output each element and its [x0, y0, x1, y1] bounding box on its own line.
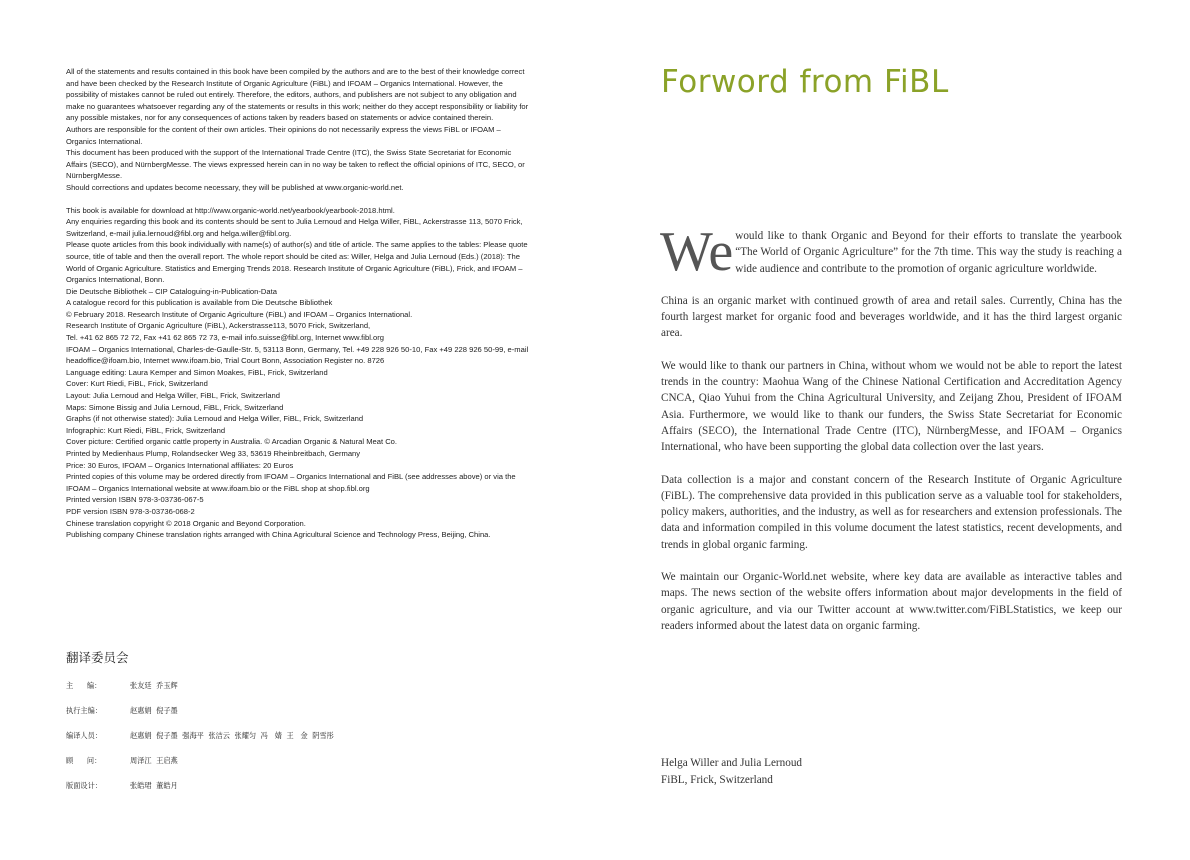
committee-role: 编译人员： [66, 731, 102, 740]
foreword-body [660, 221, 1122, 650]
committee-role: 主 编： [66, 681, 102, 690]
page-title: Forword from FiBL [661, 64, 949, 100]
foreword-paragraph [660, 221, 1122, 283]
committee-role: 执行主编： [66, 706, 102, 715]
imprint-line: Printed version ISBN 978-3-03736-067-5 [66, 495, 204, 505]
imprint-line: Chinese translation copyright © 2018 Organic and Beyond Corporation. [66, 518, 306, 528]
imprint-line: Infographic: Kurt Riedi, FiBL, Frick, Switzerland [66, 425, 226, 435]
committee-row [66, 730, 531, 755]
imprint-line: Any enquiries regarding this book and its contents should be sent to Julia Lernoud and Helga Willer, FiBL, Ackerstrasse 113, 5070 Frick, Switzerland, e-mail julia.lernoud@fibl.org and helga.willer@fibl.org. [66, 217, 523, 238]
imprint-line: © February 2018. Research Institute of Organic Agriculture (FiBL) and IFOAM – Organics International. [66, 309, 413, 319]
imprint-line: Language editing: Laura Kemper and Simon Moakes, FiBL, Frick, Switzerland [66, 367, 328, 377]
disclaimer-paragraph: Should corrections and updates become necessary, they will be published at www.organic-world.net. [66, 182, 404, 192]
imprint-line: This book is available for download at http://www.organic-world.net/yearbook/yearbook-2018.html. [66, 205, 395, 215]
committee-names: 张友廷 乔玉辉 [130, 681, 178, 690]
disclaimer-block [66, 66, 531, 194]
imprint-line: Layout: Julia Lernoud and Helga Willer, FiBL, Frick, Switzerland [66, 391, 280, 401]
disclaimer-paragraph: Authors are responsible for the content of their own articles. Their opinions do not necessarily express the views FiBL or IFOAM – Organics International. [66, 124, 501, 146]
committee-names: 赵惠娟 倪子墨 强海平 张洁云 张耀匀 冯 婧 王 金 阴雪彤 [130, 731, 334, 740]
committee-role: 版面设计： [66, 781, 102, 790]
signature-names: Helga Willer and Julia Lernoud [661, 757, 803, 769]
committee-row [66, 755, 531, 780]
foreword-paragraph: We maintain our Organic-World.net website, where key data are available as interactive tables and maps. The news section of the website offers information about major developments in the field of organic agriculture, and via our Twitter account at www.twitter.com/FiBLStatistics, we keep our readers informed about the latest data on organic farming. [661, 571, 1122, 632]
committee-row [66, 680, 531, 705]
imprint-page [66, 66, 531, 541]
imprint-line: Publishing company Chinese translation rights arranged with China Agricultural Science and Technology Press, Beijing, China. [66, 530, 491, 540]
imprint-line: Cover picture: Certified organic cattle property in Australia. © Arcadian Organic & Natural Meat Co. [66, 437, 398, 447]
imprint-line: Research Institute of Organic Agriculture (FiBL), Ackerstrasse113, 5070 Frick, Switzerland, [66, 321, 371, 331]
imprint-line: A catalogue record for this publication is available from Die Deutsche Bibliothek [66, 298, 333, 308]
imprint-line: PDF version ISBN 978-3-03736-068-2 [66, 506, 195, 516]
imprint-line: Maps: Simone Bissig and Julia Lernoud, FiBL, Frick, Switzerland [66, 402, 284, 412]
imprint-line: Tel. +41 62 865 72 72, Fax +41 62 865 72 73, e-mail info.suisse@fibl.org, Internet www.fibl.org [66, 333, 384, 343]
committee-title: 翻译委员会 [66, 650, 129, 665]
translation-committee [66, 648, 531, 805]
imprint-line: Die Deutsche Bibliothek – CIP Cataloguing-in-Publication-Data [66, 286, 277, 296]
imprint-line: Cover: Kurt Riedi, FiBL, Frick, Switzerland [66, 379, 208, 389]
committee-names: 周泽江 王启燕 [130, 756, 178, 765]
drop-cap: We [660, 221, 734, 283]
imprint-line: Graphs (if not otherwise stated): Julia Lernoud and Helga Willer, FiBL, Frick, Switzerland [66, 414, 364, 424]
imprint-line: IFOAM – Organics International, Charles-de-Gaulle-Str. 5, 53113 Bonn, Germany, Tel. +49 228 926 50-10, Fax +49 228 926 50-99, e-mail headoffice@ifoam.bio, Internet www.ifoam.bio, Trial Court Bonn, Association Register no. 8726 [66, 344, 529, 366]
imprint-block [66, 205, 531, 541]
disclaimer-paragraph: This document has been produced with the support of the International Trade Centre (ITC), the Swiss State Secretariat for Economic Affairs (SECO), and NürnbergMesse. The views expressed herein can in no way be taken to reflect the official opinions of ITC, SECO, or NürnbergMesse. [66, 148, 525, 181]
foreword-paragraph: We would like to thank our partners in China, without whom we would not be able to report the latest trends in the country: Maohua Wang of the Chinese National Certification and Accreditation Agency CNCA, Qiao Yuhui from the China Agricultural University, and Zeijang Zhou, President of IFOAM Asia. Furthermore, we would like to thank our funders, the Swiss State Secretariat for Economic Affairs (SECO), the International Trade Centre (ITC), NürnbergMesse, and IFOAM – Organics International, who have been supporting the global data collection over the last years. [661, 359, 1122, 454]
foreword-paragraph: Data collection is a major and constant concern of the Research Institute of Organic Agriculture (FiBL). The comprehensive data provided in this publication serve as a valuable tool for stakeholders, policy makers, authorities, and the industry, as well as for researchers and extension professionals. The data and information compiled in this volume document the latest statistics, recent developments, and trends in global organic farming. [661, 473, 1122, 551]
committee-names: 赵惠娟 倪子墨 [130, 706, 178, 715]
signature-place: FiBL, Frick, Switzerland [661, 774, 773, 786]
committee-role: 顾 问： [66, 756, 102, 765]
committee-row [66, 705, 531, 730]
imprint-line: Printed by Medienhaus Plump, Rolandsecker Weg 33, 53619 Rheinbreitbach, Germany [66, 449, 361, 458]
signature [661, 755, 802, 789]
paragraph-text: would like to thank Organic and Beyond for their efforts to translate the yearbook “The World of Organic Agriculture” for the 7th time. This way the study is reaching a wide audience and contribute to the promotion of organic agriculture worldwide. [735, 230, 1122, 275]
foreword-paragraph: China is an organic market with continued growth of area and retail sales. Currently, China has the fourth largest market for organic food and beverages worldwide, and it has the third largest organic area. [661, 294, 1122, 340]
imprint-line: Printed copies of this volume may be ordered directly from IFOAM – Organics International and FiBL (see addresses above) or via the IFOAM – Organics International website at www.ifoam.bio or the FiBL shop at shop.fibl.org [66, 472, 516, 493]
committee-names: 张皓珺 董皓月 [130, 781, 178, 790]
committee-row [66, 780, 531, 805]
imprint-line: Please quote articles from this book individually with name(s) of author(s) and title of article. The same applies to the tables: Please quote source, title of table and then the overall report. The whole report should be cited as: Willer, Helga and Julia Lernoud (Eds.) (2018): The World of Organic Agriculture. Statistics and Emerging Trends 2018. Research Institute of Organic Agriculture (FiBL), Frick, and IFOAM – Organics International, Bonn. [66, 240, 528, 285]
disclaimer-paragraph: All of the statements and results contained in this book have been compiled by the authors and are to the best of their knowledge correct and have been checked by the Research Institute of Organic Agriculture (FiBL) and IFOAM – Organics International. However, the possibility of mistakes cannot be ruled out entirely. Therefore, the editors, authors, and publishers are not subject to any obligation and make no guarantees whatsoever regarding any of the statements or results in this work; neither do they accept responsibility or liability for any possible mistakes, nor for any consequences of actions taken by readers based on statements or advice contained therein. [66, 67, 529, 123]
imprint-line: Price: 30 Euros, IFOAM – Organics International affiliates: 20 Euros [66, 460, 294, 470]
